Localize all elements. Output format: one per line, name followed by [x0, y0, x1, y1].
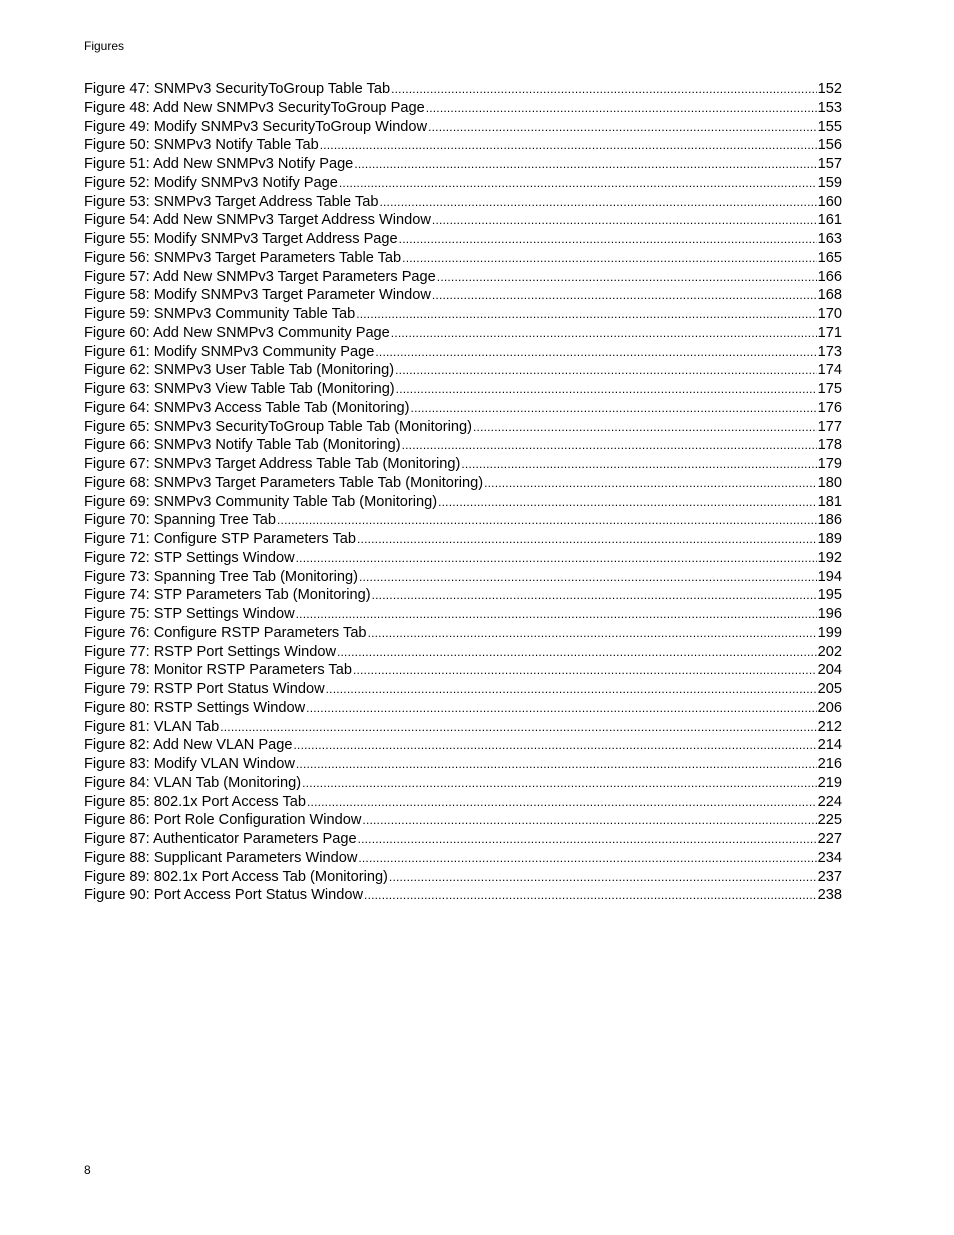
toc-entry-title: Figure 60: Add New SNMPv3 Community Page — [84, 324, 390, 341]
toc-entry[interactable] — [84, 211, 842, 230]
dot-leader — [432, 211, 817, 230]
toc-entry[interactable] — [84, 511, 842, 530]
dot-leader — [411, 399, 817, 418]
dot-leader — [307, 793, 817, 812]
toc-entry[interactable] — [84, 174, 842, 193]
dot-leader — [364, 886, 817, 905]
dot-leader — [337, 643, 817, 662]
running-header: Figures — [84, 39, 125, 53]
toc-entry[interactable] — [84, 736, 842, 755]
dot-leader — [484, 474, 817, 493]
toc-entry-page-number: 204 — [817, 662, 842, 679]
toc-entry-page-number: 195 — [817, 587, 842, 604]
dot-leader — [372, 586, 817, 605]
list-of-figures — [84, 80, 842, 905]
toc-entry[interactable] — [84, 624, 842, 643]
toc-entry-page-number: 214 — [817, 737, 842, 754]
dot-leader — [396, 380, 817, 399]
toc-entry-title: Figure 72: STP Settings Window — [84, 549, 295, 566]
toc-entry[interactable] — [84, 286, 842, 305]
dot-leader — [426, 99, 817, 118]
toc-entry-title: Figure 53: SNMPv3 Target Address Table Tab — [84, 193, 379, 210]
toc-entry-title: Figure 74: STP Parameters Tab (Monitoring) — [84, 587, 371, 604]
toc-entry[interactable] — [84, 868, 842, 887]
toc-entry[interactable] — [84, 436, 842, 455]
toc-entry-title: Figure 50: SNMPv3 Notify Table Tab — [84, 137, 319, 154]
toc-entry[interactable] — [84, 699, 842, 718]
toc-entry-page-number: 157 — [817, 156, 842, 172]
toc-entry-title: Figure 57: Add New SNMPv3 Target Parameters Page — [84, 268, 436, 285]
toc-entry-title: Figure 85: 802.1x Port Access Tab — [84, 793, 307, 810]
dot-leader — [358, 830, 817, 849]
toc-entry-title: Figure 61: Modify SNMPv3 Community Page — [84, 343, 375, 360]
toc-entry[interactable] — [84, 155, 842, 174]
dot-leader — [358, 849, 816, 868]
toc-entry-title: Figure 47: SNMPv3 SecurityToGroup Table Tab — [84, 81, 391, 97]
toc-entry-page-number: 168 — [817, 287, 842, 304]
dot-leader — [438, 493, 817, 512]
toc-entry-title: Figure 56: SNMPv3 Target Parameters Table Tab — [84, 249, 402, 266]
dot-leader — [356, 305, 816, 324]
toc-entry-title: Figure 75: STP Settings Window — [84, 606, 295, 622]
toc-entry-page-number: 159 — [817, 174, 842, 191]
toc-entry-page-number: 189 — [817, 531, 842, 547]
toc-entry-page-number: 173 — [817, 343, 842, 360]
toc-entry-title: Figure 64: SNMPv3 Access Table Tab (Monitoring) — [84, 399, 410, 416]
dot-leader — [220, 718, 816, 737]
dot-leader — [294, 736, 817, 755]
toc-entry-title: Figure 80: RSTP Settings Window — [84, 699, 306, 716]
dot-leader — [375, 343, 816, 362]
toc-entry[interactable] — [84, 549, 842, 568]
toc-entry-page-number: 192 — [817, 549, 842, 566]
toc-entry-page-number: 178 — [817, 437, 842, 454]
dot-leader — [402, 249, 816, 268]
toc-entry[interactable] — [84, 305, 842, 324]
toc-entry-page-number: 179 — [817, 456, 842, 472]
toc-entry[interactable] — [84, 886, 842, 905]
dot-leader — [391, 324, 817, 343]
toc-entry[interactable] — [84, 568, 842, 587]
toc-entry-title: Figure 88: Supplicant Parameters Window — [84, 849, 358, 866]
toc-entry-title: Figure 81: VLAN Tab — [84, 718, 220, 735]
dot-leader — [379, 193, 816, 212]
toc-entry-title: Figure 67: SNMPv3 Target Address Table Tab (Monitoring) — [84, 456, 461, 472]
toc-entry-title: Figure 68: SNMPv3 Target Parameters Table Tab (Monitoring) — [84, 474, 484, 491]
toc-entry[interactable] — [84, 718, 842, 737]
toc-entry-title: Figure 71: Configure STP Parameters Tab — [84, 531, 357, 547]
toc-entry-title: Figure 76: Configure RSTP Parameters Tab — [84, 624, 367, 641]
toc-entry-page-number: 177 — [817, 418, 842, 435]
toc-entry[interactable] — [84, 793, 842, 812]
toc-entry-page-number: 180 — [817, 474, 842, 491]
toc-entry[interactable] — [84, 605, 842, 624]
toc-entry[interactable] — [84, 474, 842, 493]
toc-entry-title: Figure 73: Spanning Tree Tab (Monitoring) — [84, 568, 358, 585]
toc-entry-page-number: 238 — [817, 887, 842, 904]
toc-entry[interactable] — [84, 755, 842, 774]
toc-entry-title: Figure 58: Modify SNMPv3 Target Parameter Window — [84, 287, 431, 304]
dot-leader — [326, 680, 817, 699]
toc-entry[interactable] — [84, 586, 842, 605]
toc-entry-page-number: 237 — [817, 868, 842, 885]
toc-entry-page-number: 176 — [817, 399, 842, 416]
toc-entry-page-number: 174 — [817, 362, 842, 379]
toc-entry[interactable] — [84, 193, 842, 212]
toc-entry-title: Figure 78: Monitor RSTP Parameters Tab — [84, 662, 352, 679]
toc-entry-title: Figure 59: SNMPv3 Community Table Tab — [84, 306, 356, 322]
dot-leader — [296, 605, 817, 624]
toc-entry-page-number: 156 — [817, 137, 842, 154]
toc-entry[interactable] — [84, 380, 842, 399]
toc-entry-page-number: 163 — [817, 231, 842, 247]
toc-entry-page-number: 165 — [817, 249, 842, 266]
dot-leader — [359, 568, 817, 587]
toc-entry[interactable] — [84, 643, 842, 662]
toc-entry[interactable] — [84, 361, 842, 380]
toc-entry-title: Figure 62: SNMPv3 User Table Tab (Monitoring) — [84, 362, 395, 379]
toc-entry[interactable] — [84, 118, 842, 137]
toc-entry[interactable] — [84, 455, 842, 474]
dot-leader — [339, 174, 817, 193]
toc-entry-title: Figure 65: SNMPv3 SecurityToGroup Table Tab (Monitoring) — [84, 418, 472, 435]
toc-entry-page-number: 166 — [817, 268, 842, 285]
toc-entry-page-number: 227 — [817, 831, 842, 847]
toc-entry-title: Figure 48: Add New SNMPv3 SecurityToGroup Page — [84, 99, 425, 116]
toc-entry-page-number: 175 — [817, 381, 842, 397]
dot-leader — [302, 774, 817, 793]
dot-leader — [296, 755, 817, 774]
dot-leader — [428, 118, 817, 137]
toc-entry-page-number: 171 — [817, 324, 842, 341]
toc-entry[interactable] — [84, 661, 842, 680]
dot-leader — [473, 418, 817, 437]
toc-entry-page-number: 216 — [817, 756, 842, 772]
toc-entry-page-number: 161 — [817, 212, 842, 229]
toc-entry-title: Figure 55: Modify SNMPv3 Target Address Page — [84, 231, 398, 247]
toc-entry-title: Figure 83: Modify VLAN Window — [84, 756, 295, 772]
toc-entry[interactable] — [84, 811, 842, 830]
toc-entry[interactable] — [84, 343, 842, 362]
toc-entry[interactable] — [84, 399, 842, 418]
toc-entry-title: Figure 82: Add New VLAN Page — [84, 737, 293, 754]
toc-entry-page-number: 194 — [817, 568, 842, 585]
toc-entry-page-number: 219 — [817, 774, 842, 791]
toc-entry-page-number: 170 — [817, 306, 842, 322]
toc-entry-title: Figure 89: 802.1x Port Access Tab (Monitoring) — [84, 868, 388, 885]
toc-entry-page-number: 224 — [817, 793, 842, 810]
toc-entry[interactable] — [84, 774, 842, 793]
dot-leader — [306, 699, 816, 718]
dot-leader — [399, 230, 817, 249]
toc-entry-page-number: 155 — [817, 118, 842, 135]
dot-leader — [402, 436, 817, 455]
toc-entry[interactable] — [84, 99, 842, 118]
toc-entry-page-number: 181 — [817, 493, 842, 510]
toc-entry-title: Figure 86: Port Role Configuration Window — [84, 812, 362, 829]
toc-entry-page-number: 206 — [817, 699, 842, 716]
toc-entry-page-number: 160 — [817, 193, 842, 210]
dot-leader — [296, 549, 817, 568]
toc-entry-title: Figure 63: SNMPv3 View Table Tab (Monitoring) — [84, 381, 395, 397]
toc-entry[interactable] — [84, 136, 842, 155]
toc-entry[interactable] — [84, 830, 842, 849]
toc-entry-page-number: 212 — [817, 718, 842, 735]
toc-entry[interactable] — [84, 230, 842, 249]
toc-entry-title: Figure 70: Spanning Tree Tab — [84, 512, 277, 529]
toc-entry-page-number: 152 — [817, 81, 842, 97]
toc-entry-title: Figure 87: Authenticator Parameters Page — [84, 831, 357, 847]
toc-entry[interactable] — [84, 418, 842, 437]
toc-entry[interactable] — [84, 249, 842, 268]
toc-entry[interactable] — [84, 849, 842, 868]
toc-entry-page-number: 196 — [817, 606, 842, 622]
dot-leader — [395, 361, 817, 380]
dot-leader — [437, 268, 817, 287]
toc-entry-page-number: 202 — [817, 643, 842, 660]
toc-entry-page-number: 186 — [817, 512, 842, 529]
dot-leader — [354, 155, 816, 174]
dot-leader — [389, 868, 817, 887]
toc-entry[interactable] — [84, 530, 842, 549]
dot-leader — [277, 511, 817, 530]
toc-entry-page-number: 199 — [817, 624, 842, 641]
dot-leader — [320, 136, 817, 155]
toc-entry-title: Figure 49: Modify SNMPv3 SecurityToGroup Window — [84, 118, 428, 135]
toc-entry-page-number: 153 — [817, 99, 842, 116]
toc-entry-title: Figure 77: RSTP Port Settings Window — [84, 643, 336, 660]
page-number: 8 — [84, 1163, 91, 1177]
dot-leader — [362, 811, 816, 830]
dot-leader — [368, 624, 817, 643]
dot-leader — [432, 286, 817, 305]
toc-entry-page-number: 225 — [817, 812, 842, 829]
toc-entry-page-number: 205 — [817, 681, 842, 697]
toc-entry[interactable] — [84, 680, 842, 699]
toc-entry-title: Figure 52: Modify SNMPv3 Notify Page — [84, 174, 338, 191]
toc-entry[interactable] — [84, 80, 842, 99]
toc-entry[interactable] — [84, 493, 842, 512]
dot-leader — [461, 455, 816, 474]
toc-entry-page-number: 234 — [817, 849, 842, 866]
toc-entry-title: Figure 54: Add New SNMPv3 Target Address Window — [84, 212, 431, 229]
dot-leader — [357, 530, 817, 549]
toc-entry-title: Figure 66: SNMPv3 Notify Table Tab (Monitoring) — [84, 437, 401, 454]
toc-entry-title: Figure 69: SNMPv3 Community Table Tab (Monitoring) — [84, 493, 438, 510]
toc-entry-title: Figure 51: Add New SNMPv3 Notify Page — [84, 156, 354, 172]
dot-leader — [353, 661, 817, 680]
toc-entry[interactable] — [84, 324, 842, 343]
dot-leader — [391, 80, 817, 99]
toc-entry[interactable] — [84, 268, 842, 287]
toc-entry-title: Figure 84: VLAN Tab (Monitoring) — [84, 774, 302, 791]
toc-entry-title: Figure 79: RSTP Port Status Window — [84, 681, 325, 697]
toc-entry-title: Figure 90: Port Access Port Status Window — [84, 887, 364, 904]
